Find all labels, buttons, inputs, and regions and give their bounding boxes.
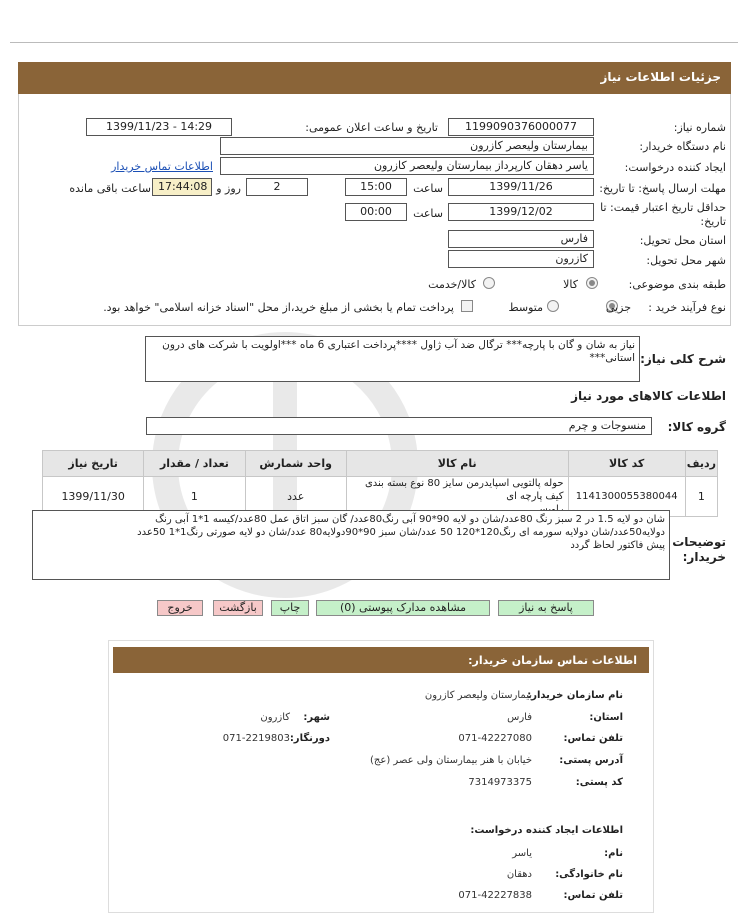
- payment-note: پرداخت تمام یا بخشی از مبلغ خرید،از محل "اسناد خزانه اسلامی" خواهد بود.: [103, 301, 454, 314]
- remaining-label: ساعت باقی مانده: [69, 182, 151, 195]
- process-radio-medium[interactable]: [547, 300, 559, 312]
- contact-province-label: استان:: [589, 712, 623, 723]
- contact-fax-label: دورنگار:: [289, 733, 330, 744]
- need-number-field: 1199090376000077: [448, 118, 594, 136]
- cell-qty: 1: [144, 477, 245, 517]
- contact-org-value: بیمارستان ولیعصر کازرون: [424, 690, 532, 701]
- contact-address-value: خیابان با هنر بیمارستان ولی عصر (عج): [370, 755, 532, 766]
- deadline-time-label: ساعت: [413, 182, 443, 195]
- city-label: شهر محل تحویل:: [646, 254, 726, 267]
- announce-field: 1399/11/23 - 14:29: [86, 118, 232, 136]
- process-label: نوع فرآیند خرید :: [648, 301, 726, 314]
- exit-button[interactable]: خروج: [157, 600, 203, 616]
- creator-info-title: اطلاعات ایجاد کننده درخواست:: [470, 825, 623, 836]
- buyer-notes-line-3: پیش فاکتور لحاظ گردد: [570, 540, 665, 551]
- category-radio-goods-service[interactable]: [483, 277, 495, 289]
- buyer-contact-link[interactable]: اطلاعات تماس خریدار: [111, 160, 213, 173]
- description-line-2: استانی***: [589, 352, 635, 364]
- cell-name-line-1: حوله پالتویی اسپایدرمن سایز 80 نوع بسته بندی کیف پارچه ای: [364, 478, 564, 502]
- deadline-label: مهلت ارسال پاسخ: تا تاریخ:: [599, 182, 726, 195]
- buyer-notes-box: [32, 510, 670, 580]
- back-button[interactable]: بازگشت: [213, 600, 263, 616]
- process-option-medium: متوسط: [508, 301, 543, 314]
- buyer-org-label: نام دستگاه خریدار:: [639, 140, 726, 153]
- reply-button[interactable]: پاسخ به نیاز: [498, 600, 594, 616]
- contact-city-value: کازرون: [260, 712, 290, 723]
- cell-date: 1399/11/30: [43, 477, 144, 517]
- validity-label-2: تاریخ:: [700, 215, 726, 228]
- page-title: جزئیات اطلاعات نیاز: [18, 62, 731, 94]
- validity-time-label: ساعت: [413, 207, 443, 220]
- col-qty: تعداد / مقدار: [144, 451, 245, 477]
- cell-code: 1141300055380044: [568, 477, 685, 517]
- remaining-time-field: 17:44:08: [152, 178, 212, 196]
- print-button[interactable]: چاپ: [271, 600, 309, 616]
- goods-group-field: منسوجات و چرم: [146, 417, 652, 435]
- goods-group-label: گروه کالا:: [667, 420, 726, 434]
- buyer-notes-line-1: شان دو لایه 1.5 در 2 سبز رنگ 80عدد/شان دو لایه 90*90 آبی رنگ80عدد/ گان سبز اتاق عمل 80عدد/کیسه 1*1 آبی رنگ: [155, 514, 665, 525]
- contact-postal-value: 7314973375: [468, 777, 532, 788]
- goods-table: [42, 450, 718, 517]
- announce-label: تاریخ و ساعت اعلان عمومی:: [305, 121, 438, 134]
- days-label: روز و: [216, 182, 241, 195]
- creator-name-label: نام:: [604, 848, 623, 859]
- top-divider: [10, 42, 738, 43]
- creator-phone-value: 071-42227838: [458, 890, 532, 901]
- treasury-payment-checkbox[interactable]: [461, 300, 473, 312]
- buyer-notes-line-2: دولایه50عدد/شان دولایه سورمه ای رنگ120*120 50 عدد/شان سبز 90*90دولایه80 عدد/شان دو لایه صورتی رنگ1*1 50عدد: [137, 527, 665, 538]
- contact-phone-label: تلفن تماس:: [563, 733, 623, 744]
- category-option-goods: کالا: [563, 278, 578, 291]
- contact-org-label: نام سازمان خریدار:: [527, 690, 623, 701]
- col-row: ردیف: [685, 451, 717, 477]
- validity-label: حداقل تاریخ اعتبار قیمت: تا: [600, 201, 726, 214]
- col-name: نام کالا: [346, 451, 568, 477]
- cell-row: 1: [685, 477, 717, 517]
- validity-date-field: 1399/12/02: [448, 203, 594, 221]
- category-label: طبقه بندی موضوعی:: [628, 278, 726, 291]
- buyer-org-field: بیمارستان ولیعصر کازرون: [220, 137, 594, 155]
- contact-postal-label: کد پستی:: [575, 777, 623, 788]
- deadline-time-field: 15:00: [345, 178, 407, 196]
- deadline-date-field: 1399/11/26: [448, 178, 594, 196]
- contact-city-label: شهر:: [303, 712, 330, 723]
- creator-label: ایجاد کننده درخواست:: [624, 161, 726, 174]
- need-number-label: شماره نیاز:: [673, 121, 726, 134]
- contact-province-value: فارس: [507, 712, 532, 723]
- description-label: شرح کلی نیاز:: [640, 352, 726, 366]
- validity-time-field: 00:00: [345, 203, 407, 221]
- creator-name-value: یاسر: [512, 848, 532, 859]
- contact-phone-value: 071-42227080: [458, 733, 532, 744]
- category-option-goods-service: کالا/خدمت: [428, 278, 476, 291]
- buyer-notes-label-2: خریدار:: [682, 550, 726, 564]
- cell-unit: عدد: [245, 477, 346, 517]
- creator-field: یاسر دهقان کارپرداز بیمارستان ولیعصر کازرون: [220, 157, 594, 175]
- creator-family-value: دهقان: [506, 869, 532, 880]
- col-code: کد کالا: [568, 451, 685, 477]
- creator-phone-label: تلفن تماس:: [563, 890, 623, 901]
- goods-table-header: [43, 451, 718, 477]
- description-box: [145, 336, 640, 382]
- province-label: استان محل تحویل:: [639, 234, 726, 247]
- contact-address-label: آدرس پستی:: [559, 755, 623, 766]
- attachments-button[interactable]: مشاهده مدارک پیوستی (0): [316, 600, 490, 616]
- province-field: فارس: [448, 230, 594, 248]
- creator-family-label: نام خانوادگی:: [555, 869, 623, 880]
- category-radio-goods[interactable]: [586, 277, 598, 289]
- days-field: 2: [246, 178, 308, 196]
- city-field: کازرون: [448, 250, 594, 268]
- process-option-minor: جزیی: [605, 301, 631, 314]
- goods-section-title: اطلاعات کالاهای مورد نیاز: [571, 389, 726, 403]
- buyer-notes-label: توضیحات: [672, 535, 726, 549]
- col-unit: واحد شمارش: [245, 451, 346, 477]
- contact-title: اطلاعات تماس سازمان خریدار:: [113, 647, 649, 673]
- contact-fax-value: 071-2219803: [222, 733, 290, 744]
- col-date: تاریخ نیاز: [43, 451, 144, 477]
- description-line-1: نیاز به شان و گان با پارچه*** ترگال ضد آب ژاول ****پرداخت اعتباری 6 ماه ***اولویت با شرکت های درون: [162, 339, 635, 351]
